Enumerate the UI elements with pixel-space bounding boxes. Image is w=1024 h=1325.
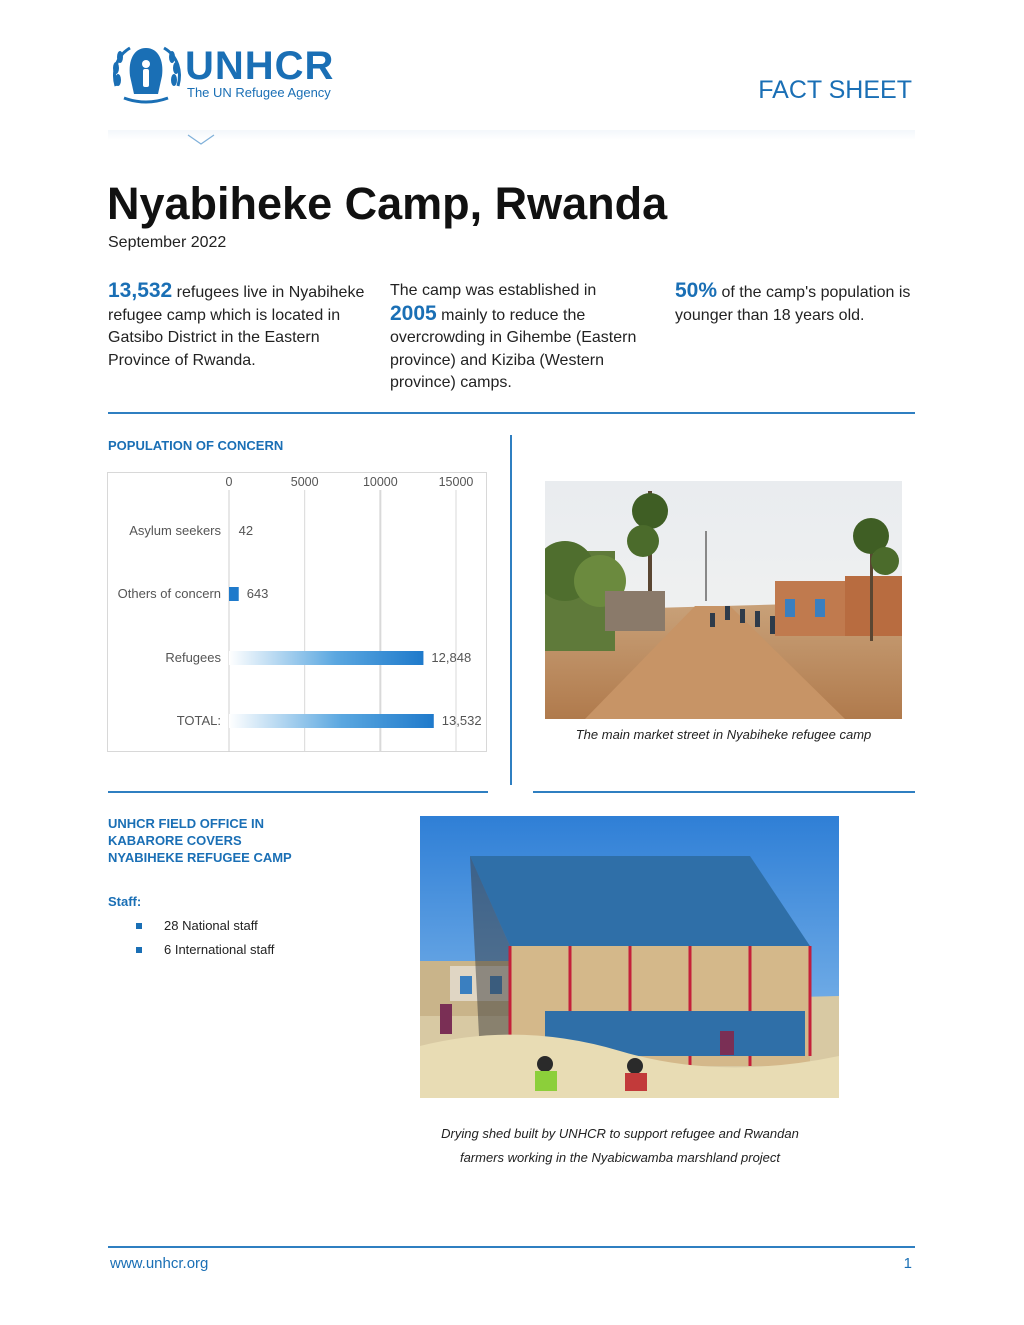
tick-label: 0 [225, 475, 233, 489]
market-street-photo [545, 481, 902, 719]
section-divider-right [533, 791, 915, 793]
header-band [108, 130, 915, 140]
list-item [136, 938, 274, 962]
logo-wordmark: UNHCR [185, 44, 335, 88]
drying-shed-photo [420, 816, 839, 1098]
refugee-count-text: refugees live in Nyabiheke refugee camp which is located in Gatsibo District in the Eastern Province of Rwanda. [108, 284, 365, 369]
bullet-icon [136, 923, 142, 929]
chevron-down-icon [186, 131, 216, 147]
bar [229, 587, 239, 601]
data-label: 42 [238, 523, 254, 538]
youth-text: of the camp's population is younger than 18 years old. [675, 284, 911, 324]
established-prefix: The camp was established in [390, 282, 597, 299]
data-label: 12,848 [431, 650, 472, 665]
staff-international: 6 International staff [164, 941, 275, 957]
market-photo-caption: The main market street in Nyabiheke refugee camp [575, 727, 872, 742]
tick-label: 15000 [438, 475, 474, 489]
footer-url-link[interactable]: www.unhcr.org [110, 1255, 209, 1272]
established-text: mainly to reduce the overcrowding in Gihembe (Eastern province) and Kiziba (Western province) camps. [390, 306, 637, 391]
tick-label: 5000 [290, 475, 319, 489]
established-year: 2005 [390, 301, 437, 325]
logo-subtitle: The UN Refugee Agency [187, 85, 331, 100]
page-number: 1 [903, 1255, 912, 1272]
staff-label: Staff: [108, 894, 142, 909]
category-label: Asylum seekers [129, 523, 221, 538]
refugee-count-number: 13,532 [108, 279, 173, 302]
section-divider-left [108, 791, 488, 793]
field-office-heading: UNHCR FIELD OFFICE IN KABARORE COVERS NYABIHEKE REFUGEE CAMP [108, 816, 292, 865]
refugee-count-stat [108, 280, 370, 372]
list-item [136, 914, 274, 938]
population-bar-chart [107, 472, 487, 752]
tick-label: 10000 [362, 475, 398, 489]
data-label: 13,532 [441, 713, 482, 728]
established-stat [390, 280, 640, 395]
category-label: TOTAL: [176, 713, 221, 728]
column-divider [510, 435, 512, 785]
category-label: Others of concern [117, 586, 221, 601]
bullet-icon [136, 947, 142, 953]
staff-list [136, 914, 274, 961]
section-divider [108, 412, 915, 414]
youth-stat [675, 280, 920, 327]
fact-sheet-label: FACT SHEET [758, 76, 912, 104]
page-date: September 2022 [108, 234, 227, 251]
data-label: 643 [246, 586, 269, 601]
category-label: Refugees [165, 650, 221, 665]
page-title: Nyabiheke Camp, Rwanda [107, 178, 668, 229]
staff-national: 28 National staff [164, 918, 258, 933]
drying-shed-caption: Drying shed built by UNHCR to support refugee and Rwandan farmers working in the Nyabicwamba marshland project [441, 1126, 799, 1165]
population-heading: POPULATION OF CONCERN [108, 438, 284, 453]
footer-divider [108, 1246, 915, 1248]
bar [229, 714, 434, 728]
youth-percent: 50% [675, 279, 718, 302]
bar [229, 651, 423, 665]
